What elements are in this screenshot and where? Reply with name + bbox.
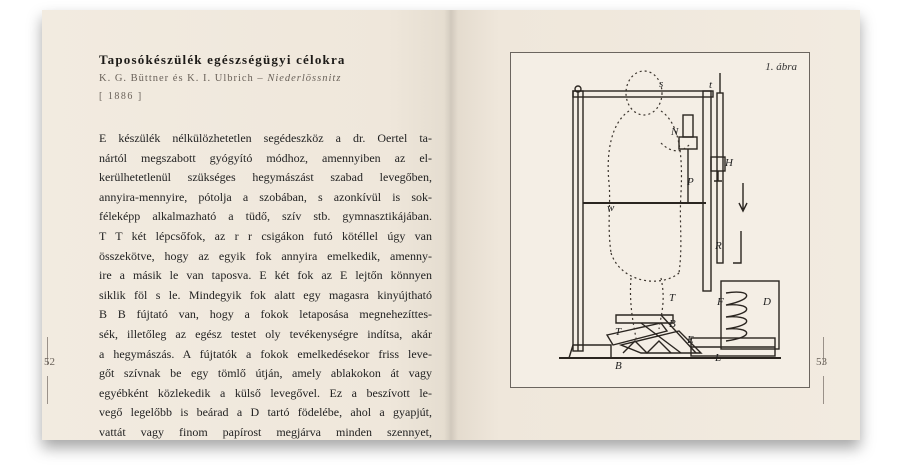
body-line: E készülék nélkülözhetetlen segédeszköz a dr. Oertel ta- (99, 131, 432, 145)
figure-letter-E: E (687, 334, 694, 346)
body-line: ire a másik le van taposva. E két fok az E lejtőn könnyen (99, 268, 432, 283)
stair-apparatus-drawing (511, 53, 809, 387)
figure-letter-D: D (763, 296, 771, 308)
body-line: annyira-mennyire, pótolja a szobában, s azonkívül is sok- (99, 189, 432, 204)
authors-names: K. G. Büttner és K. I. Ulbrich – (99, 73, 264, 84)
page-rule-right-bottom (823, 376, 824, 404)
figure-letter-B2: B (615, 360, 622, 372)
figure-letter-T1: T (669, 292, 676, 304)
body-line: sék, illetőleg az egész testet oly tevékenységre indítsa, akár (99, 326, 432, 341)
figure-label: 1. ábra (765, 61, 797, 73)
body-line: vattát vagy finom papírost megjárva minden szennyet, (99, 424, 432, 439)
body-line: T T két lépcsőfok, az r r csigákon futó kötéllel úgy van (99, 228, 432, 243)
figure-letter-H: H (725, 157, 733, 169)
figure-letter-t: t (709, 79, 713, 91)
article-body (99, 129, 432, 443)
figure-letter-F: F (717, 296, 724, 308)
figure-illustration (510, 52, 810, 388)
body-line: kerülhetetlenül szükséges hegymászást szabad levegőben, (99, 170, 432, 185)
body-line: vegő legelőbb is beárad a D tartó födelébe, ahol a gyapjút, (99, 405, 432, 420)
figure-letter-s: s (659, 78, 664, 90)
body-line: nártól megszabott gyógyító módhoz, amennyiben az el- (99, 150, 432, 165)
body-line: féleképp alkalmazható a tüdő, szív stb. gymnasztikájában. (99, 209, 432, 224)
body-line: összekötve, hogy az egyik fok annyira emelkedik, amenny- (99, 248, 432, 263)
book-gutter (444, 10, 458, 440)
page-rule-left-bottom (47, 376, 48, 404)
body-line: B B fújtató van, hogy a fokok letaposása megnehezíttes- (99, 307, 432, 322)
left-page (42, 10, 450, 440)
article-year: [ 1886 ] (99, 91, 143, 102)
figure-letter-L: L (715, 352, 722, 364)
authors-place: Niederlössnitz (267, 73, 342, 84)
figure-letter-T2: T (615, 326, 622, 338)
body-line: siklik föl s le. Mindegyik fok alatt egy magasra kinyújtható (99, 287, 432, 302)
body-line: egyébként közlekedik a külső levegővel. Ez a beszívott le- (99, 385, 432, 400)
page-number-right: 53 (816, 356, 827, 368)
body-line: a hegymászás. A fújtatók a fokok emelkedésekor friss leve- (99, 346, 432, 361)
figure-letter-R: R (715, 240, 722, 252)
figure-letter-B1: B (669, 318, 676, 330)
figure-letter-w: w (607, 202, 615, 214)
article-authors (99, 73, 439, 84)
article-title: Taposókészülék egészségügyi célokra (99, 52, 346, 67)
body-line: gőt szívnak be egy tömlő útján, amely ablakokon át vagy (99, 366, 432, 381)
page-number-left: 52 (44, 356, 55, 368)
figure-letter-P: P (687, 176, 694, 188)
figure-letter-N: N (671, 126, 679, 138)
